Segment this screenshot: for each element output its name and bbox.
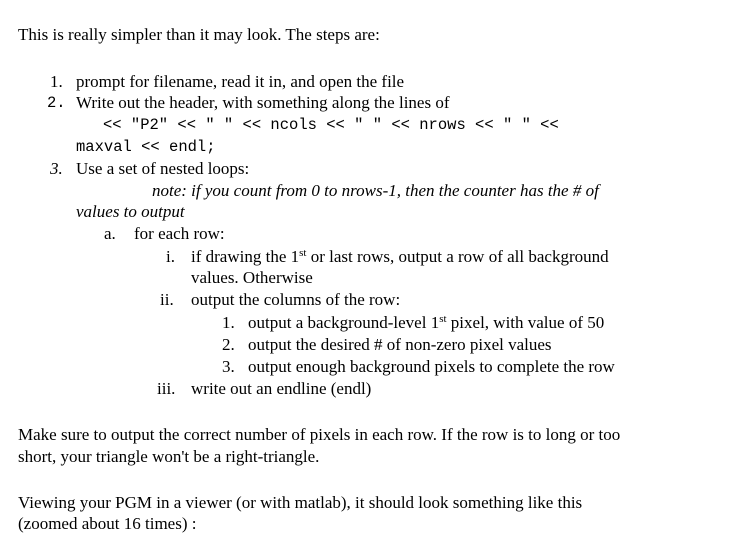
note-line-2: values to output xyxy=(76,202,185,221)
item-i-text-line-2: values. Otherwise xyxy=(191,268,313,287)
sub-item-3-text: output enough background pixels to complete the row xyxy=(248,357,615,376)
item-ii-number: ii. xyxy=(160,290,174,309)
paragraph-3-line-1: Viewing your PGM in a viewer (or with matlab), it should look something like this xyxy=(18,493,583,512)
substep-a-text: for each row: xyxy=(134,224,225,243)
step-3-text: Use a set of nested loops: xyxy=(76,159,250,178)
sub-item-2-number: 2. xyxy=(222,335,235,354)
step-3-number: 3. xyxy=(50,159,63,178)
sub-item-1-number: 1. xyxy=(222,313,235,332)
sub-item-1-text: output a background-level 1st pixel, with value of 50 xyxy=(248,313,605,332)
sub-item-2-text: output the desired # of non-zero pixel values xyxy=(248,335,552,354)
sub-item-3-number: 3. xyxy=(222,357,235,376)
note-line-1: note: if you count from 0 to nrows-1, then the counter has the # of xyxy=(152,181,599,200)
item-iii-text: write out an endline (endl) xyxy=(191,379,372,398)
substep-a-number: a. xyxy=(104,224,116,243)
item-i-text: if drawing the 1st or last rows, output a row of all background xyxy=(191,247,609,266)
step-1-text: prompt for filename, read it in, and open the file xyxy=(76,72,405,91)
item-i-number: i. xyxy=(166,247,175,266)
step-1-number: 1. xyxy=(50,72,63,91)
step-2-code-line-2: maxval << endl; xyxy=(76,138,216,156)
step-2-text: Write out the header, with something along the lines of xyxy=(76,93,450,112)
item-ii-text: output the columns of the row: xyxy=(191,290,401,309)
paragraph-2-line-2: short, your triangle won't be a right-triangle. xyxy=(18,447,320,466)
step-2-number: 2. xyxy=(47,94,66,112)
intro-text: This is really simpler than it may look. The steps are: xyxy=(18,25,380,44)
paragraph-2-line-1: Make sure to output the correct number of pixels in each row. If the row is to long or too xyxy=(18,425,621,444)
step-2-code-line-1: << "P2" << " " << ncols << " " << nrows << " " << xyxy=(103,116,559,134)
item-iii-number: iii. xyxy=(157,379,176,398)
paragraph-3-line-2: (zoomed about 16 times) : xyxy=(18,514,197,533)
